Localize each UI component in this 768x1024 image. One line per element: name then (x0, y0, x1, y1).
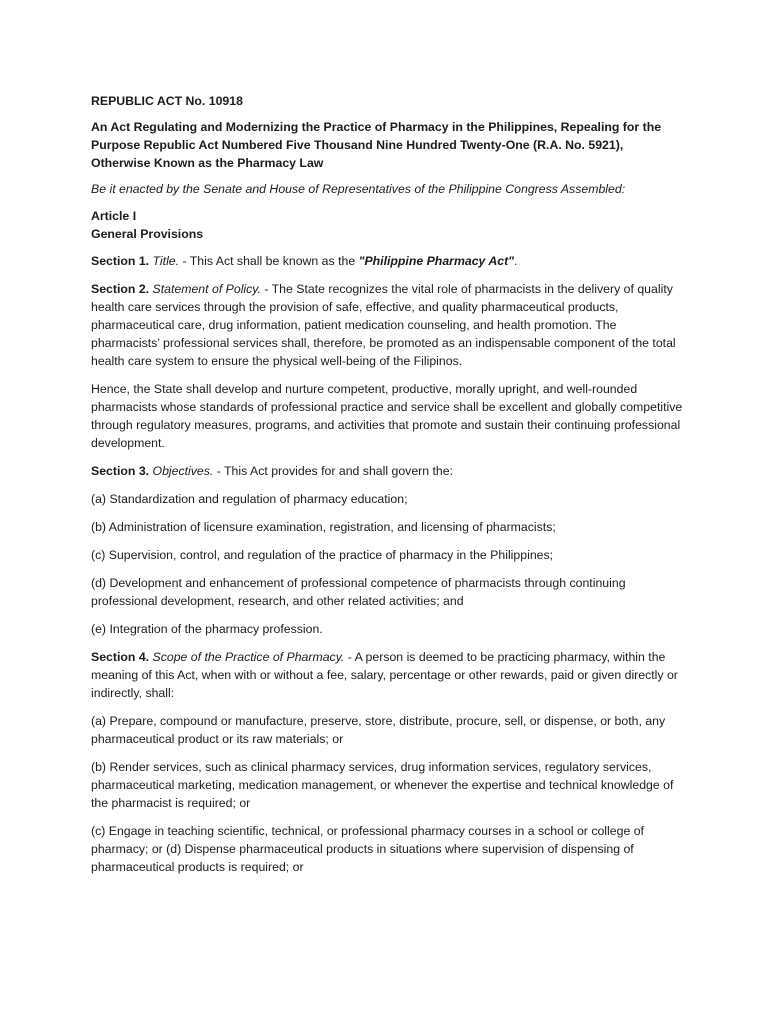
section-4-item-c-d: (c) Engage in teaching scientific, technical, or professional pharmacy courses in a school or college of pharmacy; or (d) Dispense pharmaceutical products in situations where supervision of dispensing of pharmaceutical products is required; or (91, 824, 644, 874)
section-1-text: - This Act shall be known as the (179, 254, 359, 268)
section-3-title: Objectives. (152, 464, 214, 478)
article-number: Article I (91, 209, 137, 223)
section-3-label: Section 3. (91, 464, 150, 478)
section-3-text: - This Act provides for and shall govern the: (213, 464, 454, 478)
section-3-item-c: (c) Supervision, control, and regulation of the practice of pharmacy in the Philippines; (91, 548, 554, 562)
section-1-end: . (514, 254, 518, 268)
section-4-label: Section 4. (91, 650, 150, 664)
section-1-label: Section 1. (91, 254, 150, 268)
section-3-item-d: (d) Development and enhancement of professional competence of pharmacists through continuing professional development, research, and other related activities; and (91, 576, 626, 608)
section-4-text: - A person is deemed to be practicing pharmacy, within the meaning of this Act, when with or without a fee, salary, percentage or other rewards, paid or given directly or indirectly, shall: (91, 650, 678, 700)
section-1-short-title: "Philippine Pharmacy Act" (358, 254, 515, 268)
section-1 (91, 252, 683, 270)
section-3 (91, 462, 683, 480)
section-4-item-b: (b) Render services, such as clinical pharmacy services, drug information services, regulatory services, pharmaceutical marketing, medication management, or whenever the expertise and technical knowledge of the pharmacist is required; or (91, 760, 674, 810)
article-heading (91, 207, 683, 243)
document-body (91, 92, 683, 886)
section-3-item-b: (b) Administration of licensure examination, registration, and licensing of pharmacists; (91, 520, 556, 534)
enacting-clause: Be it enacted by the Senate and House of Representatives of the Philippine Congress Assembled: (91, 182, 626, 196)
section-4 (91, 648, 683, 702)
section-1-title: Title. (152, 254, 180, 268)
act-title: An Act Regulating and Modernizing the Practice of Pharmacy in the Philippines, Repealing for the Purpose Republic Act Numbered Five Thousand Nine Hundred Twenty-One (R.A. No. 5921), Otherwise Known as the Pharmacy Law (91, 120, 662, 170)
section-4-title: Scope of the Practice of Pharmacy. (152, 650, 345, 664)
section-2-paragraph-2: Hence, the State shall develop and nurture competent, productive, morally upright, and well-rounded pharmacists whose standards of professional practice and service shall be excellent and globally competitive through regulatory measures, programs, and activities that promote and sustain their continuing professional development. (91, 382, 683, 450)
section-4-item-a: (a) Prepare, compound or manufacture, preserve, store, distribute, procure, sell, or dispense, or both, any pharmaceutical product or its raw materials; or (91, 714, 666, 746)
section-2-title: Statement of Policy. (152, 282, 261, 296)
section-3-item-e: (e) Integration of the pharmacy profession. (91, 622, 323, 636)
section-2 (91, 280, 683, 370)
article-title: General Provisions (91, 227, 204, 241)
section-2-label: Section 2. (91, 282, 150, 296)
section-3-item-a: (a) Standardization and regulation of pharmacy education; (91, 492, 408, 506)
act-number: REPUBLIC ACT No. 10918 (91, 94, 243, 108)
section-2-text: - The State recognizes the vital role of pharmacists in the delivery of quality health care services through the provision of safe, effective, and quality pharmaceutical products, pharmaceutical care, drug information, patient medication counseling, and health promotion. The pharmacists’ professional services shall, therefore, be promoted as an indispensable component of the total health care system to ensure the physical well-being of the Filipinos. (91, 282, 676, 368)
